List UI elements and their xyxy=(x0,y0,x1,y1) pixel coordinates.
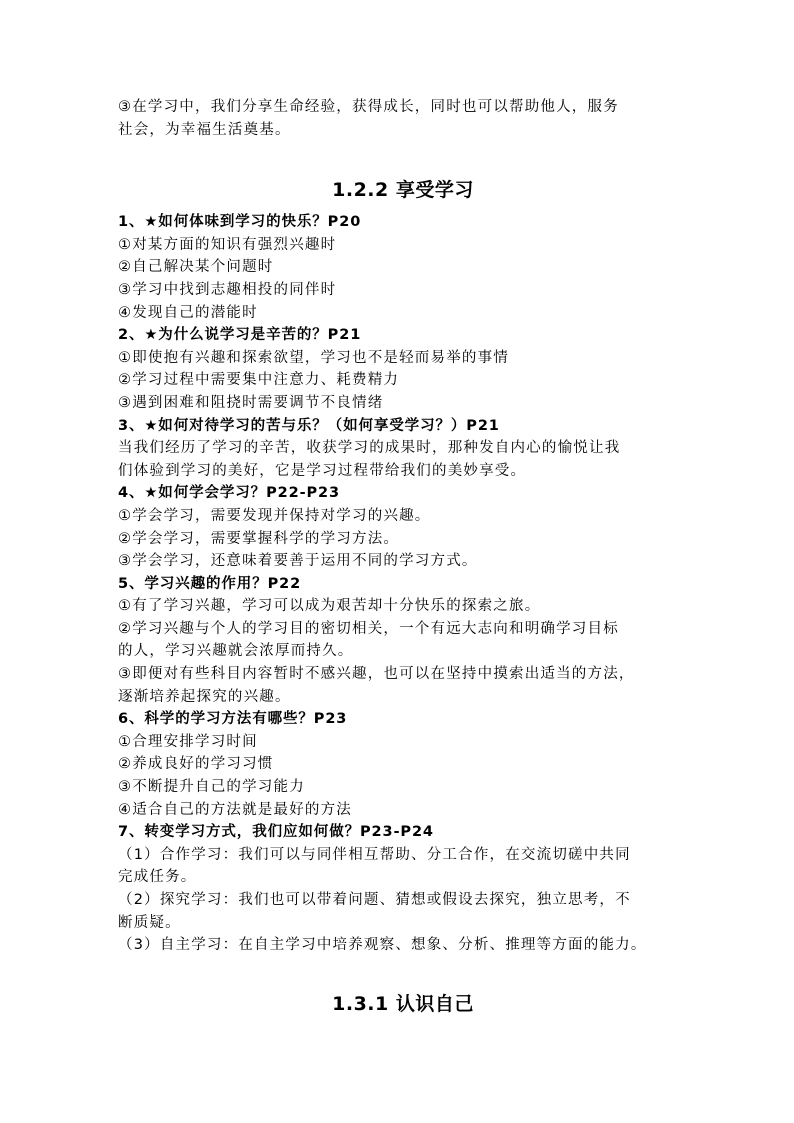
answer-line: 当我们经历了学习的辛苦，收获学习的成果时，那种发自内心的愉悦让我 xyxy=(118,440,621,457)
answer-line: （3）自主学习：在自主学习中培养观察、想象、分析、推理等方面的能力。 xyxy=(118,937,647,954)
answer-line: ②学会学习，需要掌握科学的学习方法。 xyxy=(118,530,400,547)
intro-paragraph xyxy=(118,96,688,141)
question-heading: 5、学习兴趣的作用？P22 xyxy=(118,575,302,592)
answer-line: ②自己解决某个问题时 xyxy=(118,259,274,276)
page-content xyxy=(118,96,688,1016)
answer-line: 们体验到学习的美好，它是学习过程带给我们的美妙享受。 xyxy=(118,462,527,479)
intro-line: ③在学习中，我们分享生命经验，获得成长，同时也可以帮助他人，服务 xyxy=(118,99,619,115)
answer-line: （2）探究学习：我们也可以带着问题、猜想或假设去探究，独立思考，不 xyxy=(118,892,631,908)
answer-line: ①对某方面的知识有强烈兴趣时 xyxy=(118,236,337,253)
answer-line: ④适合自己的方法就是最好的方法 xyxy=(118,801,352,818)
answer-line: ②学习过程中需要集中注意力、耗费精力 xyxy=(118,372,400,389)
answer-line: 逐渐培养起探究的兴趣。 xyxy=(118,688,291,705)
answer-line: 断质疑。 xyxy=(118,914,181,931)
answer-line: ②学习兴趣与个人的学习目的密切相关，一个有远大志向和明确学习目标 xyxy=(118,620,619,637)
answer-line: ③不断提升自己的学习能力 xyxy=(118,779,305,796)
question-heading: 6、科学的学习方法有哪些？P23 xyxy=(118,711,348,728)
section-heading-1-3-1: 1.3.1 认识自己 xyxy=(332,992,474,1015)
intro-line: 社会，为幸福生活奠基。 xyxy=(118,121,291,138)
answer-line: ①合理安排学习时间 xyxy=(118,733,258,750)
answer-line: ④发现自己的潜能时 xyxy=(118,304,258,321)
qa-list xyxy=(118,211,688,957)
question-heading: 2、★为什么说学习是辛苦的？P21 xyxy=(118,327,362,344)
answer-line: ②养成良好的学习习惯 xyxy=(118,756,274,773)
answer-line: ①有了学习兴趣，学习可以成为艰苦却十分快乐的探索之旅。 xyxy=(118,598,541,615)
answer-line: ③学会学习，还意味着要善于运用不同的学习方式。 xyxy=(118,553,478,570)
answer-line: ①即使抱有兴趣和探索欲望，学习也不是轻而易举的事情 xyxy=(118,349,509,366)
answer-line: ①学会学习，需要发现并保持对学习的兴趣。 xyxy=(118,507,431,524)
question-heading: 1、★如何体味到学习的快乐？P20 xyxy=(118,214,362,231)
question-heading: 4、★如何学会学习？P22-P23 xyxy=(118,485,341,502)
question-heading: 7、转变学习方式，我们应如何做？P23-P24 xyxy=(118,824,434,841)
answer-line: ③学习中找到志趣相投的同伴时 xyxy=(118,281,337,298)
answer-line: 的人，学习兴趣就会浓厚而持久。 xyxy=(118,643,354,660)
question-heading: 3、★如何对待学习的苦与乐？（如何享受学习？）P21 xyxy=(118,417,500,434)
answer-line: 完成任务。 xyxy=(118,869,197,886)
answer-line: ③即便对有些科目内容暂时不感兴趣，也可以在坚持中摸索出适当的方法， xyxy=(118,666,635,683)
answer-line: ③遇到困难和阻挠时需要调节不良情绪 xyxy=(118,394,384,411)
answer-line: （1）合作学习：我们可以与同伴相互帮助、分工合作，在交流切磋中共同 xyxy=(118,846,631,863)
section-heading-1-2-2: 1.2.2 享受学习 xyxy=(332,179,474,202)
